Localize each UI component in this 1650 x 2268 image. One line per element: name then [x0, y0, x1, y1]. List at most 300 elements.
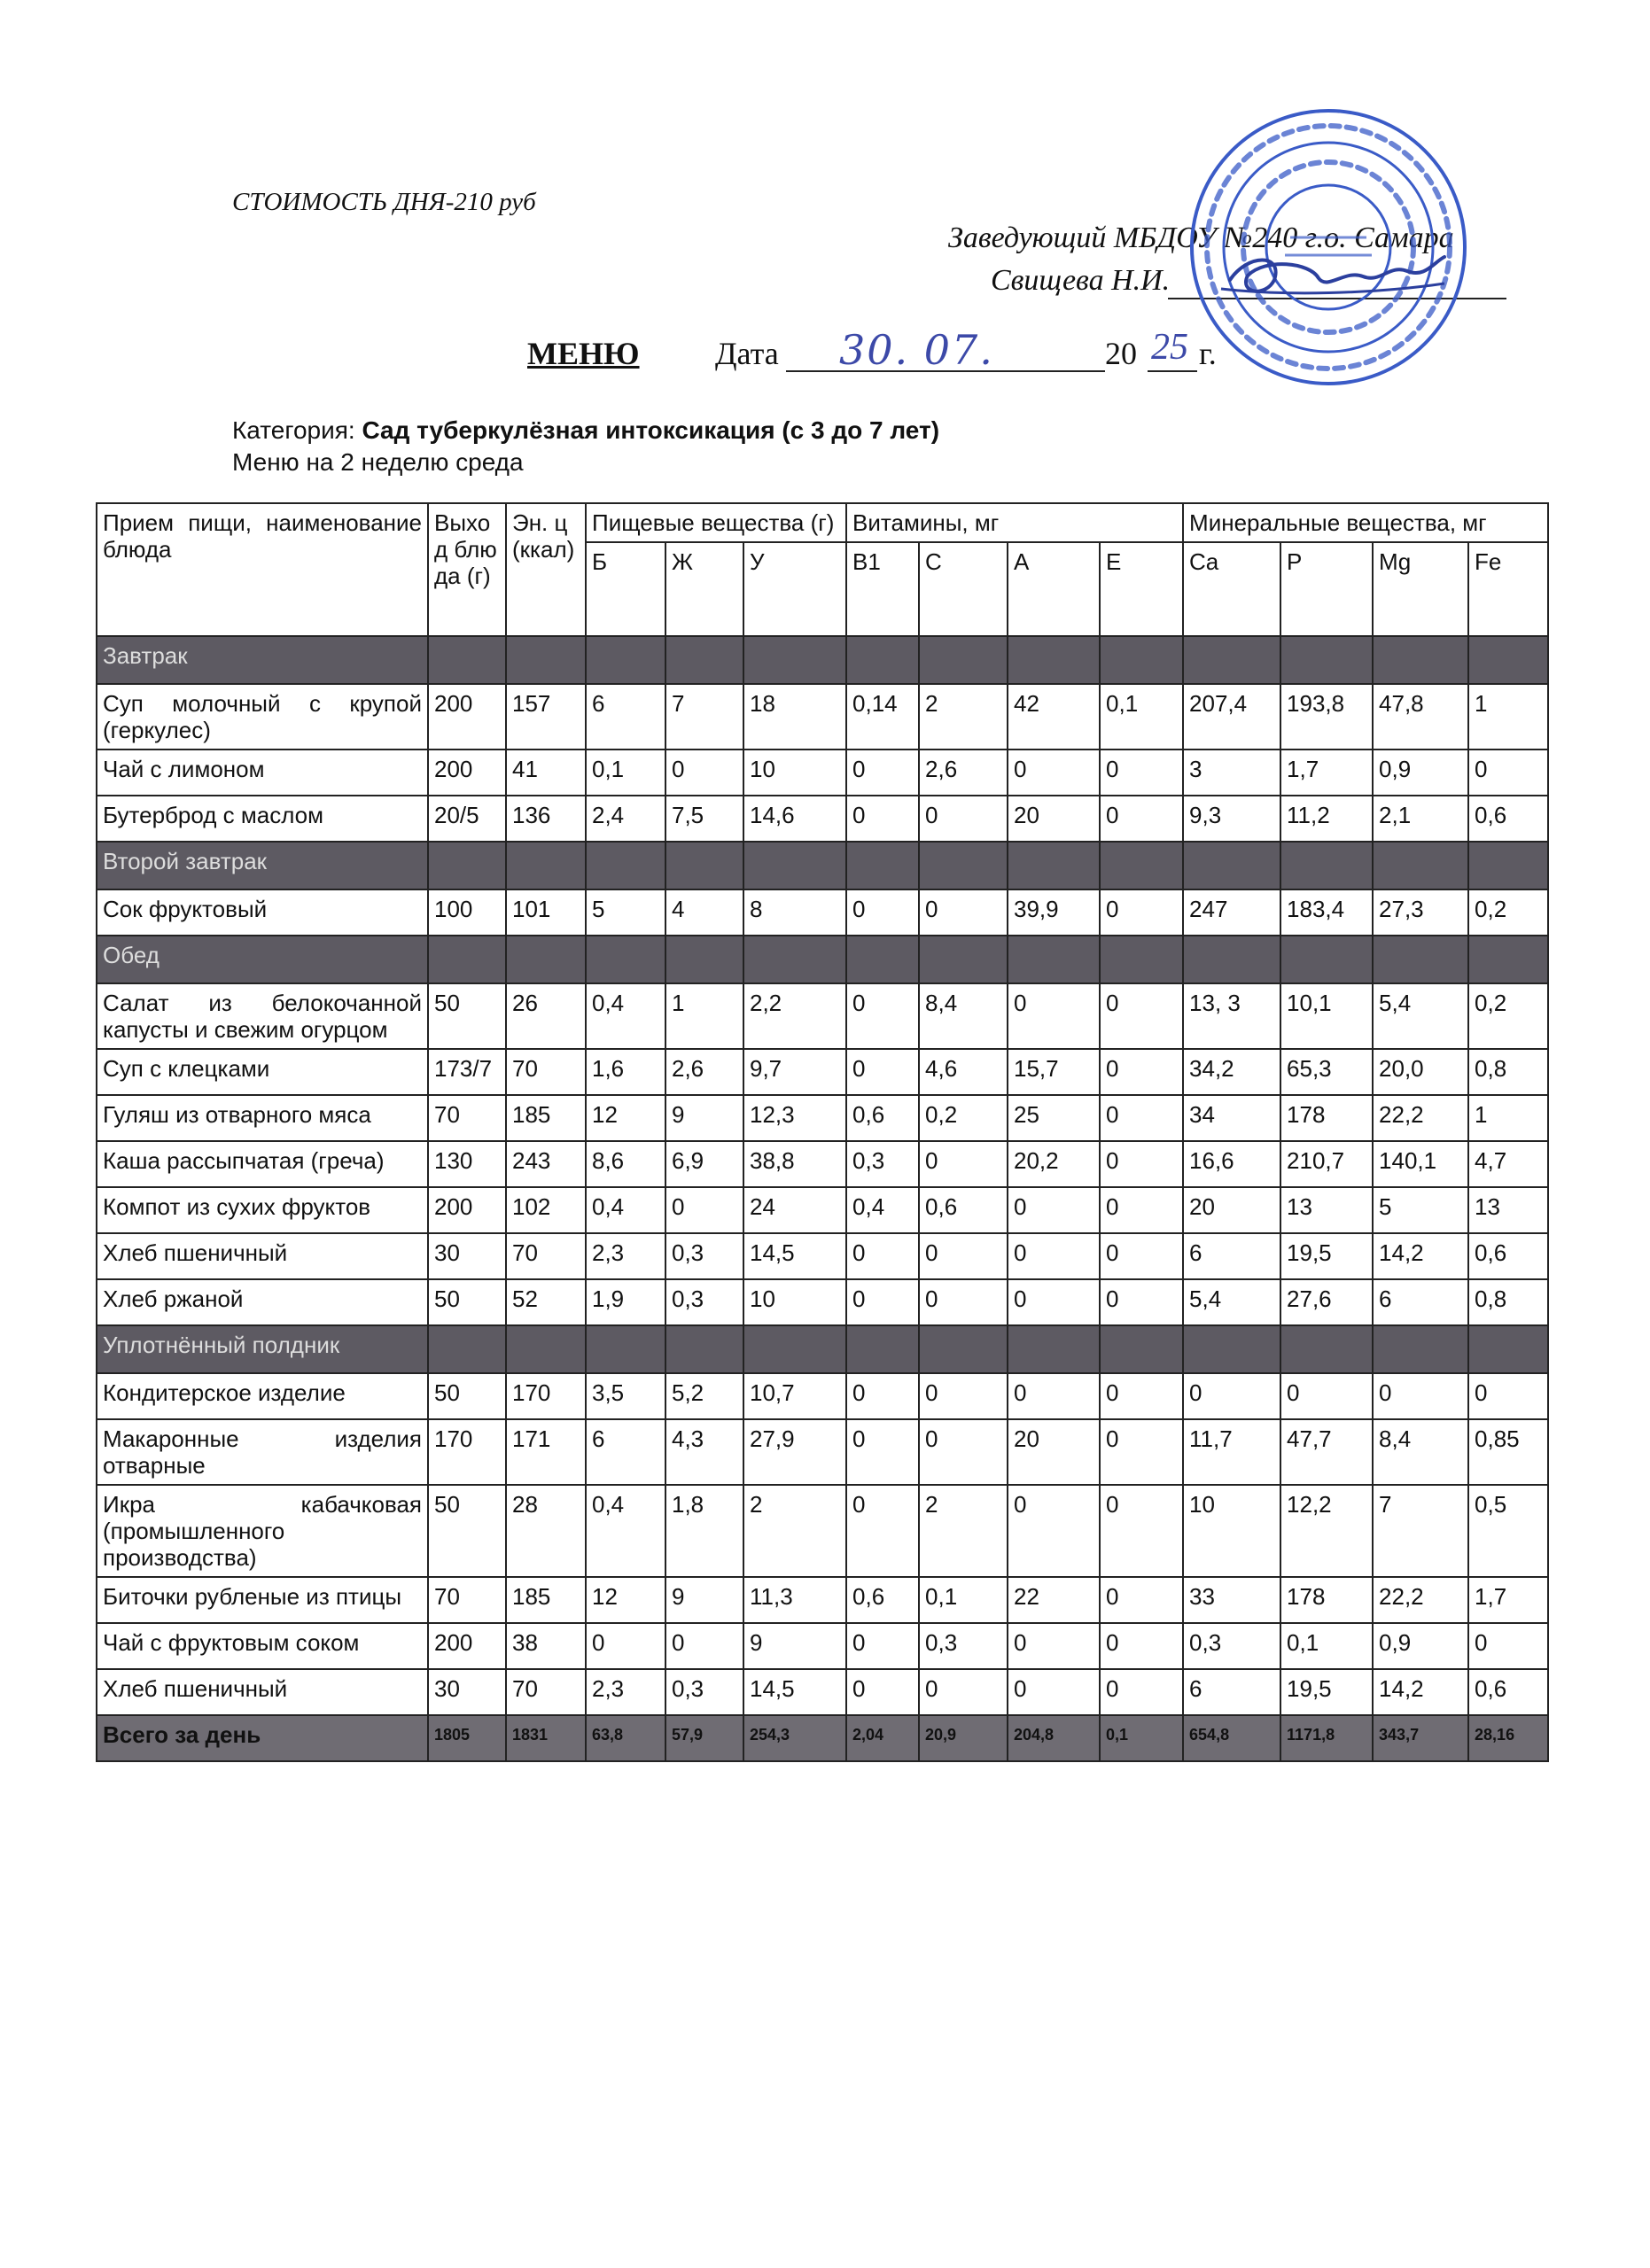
section-name: Завтрак: [97, 636, 428, 684]
value-cell: 33: [1183, 1577, 1280, 1623]
value-cell: 0,6: [846, 1095, 919, 1141]
value-cell: 0,3: [846, 1141, 919, 1187]
section-cell: [1280, 842, 1373, 889]
section-cell: [1008, 636, 1100, 684]
value-cell: 243: [506, 1141, 586, 1187]
subcol-1: Ж: [665, 542, 743, 636]
section-cell: [1468, 636, 1548, 684]
table-row: [97, 796, 1548, 842]
subcol-0: Б: [586, 542, 665, 636]
value-cell: 52: [506, 1279, 586, 1325]
dish-name: Бутерброд с маслом: [97, 796, 428, 842]
head-title: Заведующий МБДОУ №240 г.о. Самара: [948, 221, 1454, 254]
value-cell: 0: [1100, 1485, 1183, 1577]
value-cell: 20: [1008, 1419, 1100, 1485]
value-cell: 41: [506, 750, 586, 796]
value-cell: 0,4: [846, 1187, 919, 1233]
dish-name: Компот из сухих фруктов: [97, 1187, 428, 1233]
value-cell: 0,14: [846, 684, 919, 750]
value-cell: 28: [506, 1485, 586, 1577]
value-cell: 4,7: [1468, 1141, 1548, 1187]
value-cell: 12,3: [743, 1095, 846, 1141]
value-cell: 5: [586, 889, 665, 936]
dish-name: Чай с фруктовым соком: [97, 1623, 428, 1669]
section-cell: [1100, 636, 1183, 684]
value-cell: 178: [1280, 1577, 1373, 1623]
table-row: [97, 889, 1548, 936]
value-cell: 2,6: [919, 750, 1008, 796]
value-cell: 8: [743, 889, 846, 936]
value-cell: 20: [1183, 1187, 1280, 1233]
subcol-6: E: [1100, 542, 1183, 636]
value-cell: 0: [1373, 1373, 1468, 1419]
value-cell: 5,4: [1373, 983, 1468, 1049]
value-cell: 9: [665, 1095, 743, 1141]
section-cell: [506, 842, 586, 889]
section-name: Уплотнённый полдник: [97, 1325, 428, 1373]
value-cell: 20,0: [1373, 1049, 1468, 1095]
col-energy: Эн. ц (ккал): [506, 503, 586, 636]
value-cell: 0,8: [1468, 1279, 1548, 1325]
section-cell: [665, 842, 743, 889]
col-vitamins: Витамины, мг: [846, 503, 1183, 542]
section-cell: [1280, 636, 1373, 684]
value-cell: 130: [428, 1141, 506, 1187]
value-cell: 0,2: [1468, 983, 1548, 1049]
value-cell: 0: [1280, 1373, 1373, 1419]
value-cell: 0: [919, 889, 1008, 936]
dish-name: Макаронные изделия отварные: [97, 1419, 428, 1485]
value-cell: 0: [846, 796, 919, 842]
value-cell: 183,4: [1280, 889, 1373, 936]
value-cell: 0,1: [1280, 1623, 1373, 1669]
value-cell: 193,8: [1280, 684, 1373, 750]
value-cell: 8,4: [919, 983, 1008, 1049]
total-value: 1805: [428, 1715, 506, 1761]
category-label: Категория:: [232, 416, 362, 444]
value-cell: 16,6: [1183, 1141, 1280, 1187]
total-value: 63,8: [586, 1715, 665, 1761]
section-name: Обед: [97, 936, 428, 983]
dish-name: Икра кабачковая (промышленного производства): [97, 1485, 428, 1577]
value-cell: 0: [1100, 1279, 1183, 1325]
value-cell: 0: [919, 1141, 1008, 1187]
total-value: 28,16: [1468, 1715, 1548, 1761]
value-cell: 6: [1373, 1279, 1468, 1325]
value-cell: 4: [665, 889, 743, 936]
section-cell: [846, 1325, 919, 1373]
value-cell: 6: [586, 1419, 665, 1485]
value-cell: 2,3: [586, 1233, 665, 1279]
value-cell: 34: [1183, 1095, 1280, 1141]
value-cell: 185: [506, 1095, 586, 1141]
value-cell: 1,7: [1280, 750, 1373, 796]
value-cell: 0,4: [586, 1187, 665, 1233]
value-cell: 22: [1008, 1577, 1100, 1623]
value-cell: 157: [506, 684, 586, 750]
value-cell: 38,8: [743, 1141, 846, 1187]
value-cell: 20: [1008, 796, 1100, 842]
section-cell: [586, 1325, 665, 1373]
total-row: [97, 1715, 1548, 1761]
value-cell: 19,5: [1280, 1233, 1373, 1279]
total-value: 343,7: [1373, 1715, 1468, 1761]
value-cell: 0: [846, 889, 919, 936]
value-cell: 2,4: [586, 796, 665, 842]
subcol-4: C: [919, 542, 1008, 636]
total-value: 204,8: [1008, 1715, 1100, 1761]
value-cell: 14,2: [1373, 1233, 1468, 1279]
section-cell: [1183, 842, 1280, 889]
category-value: Сад туберкулёзная интоксикация (с 3 до 7 лет): [362, 416, 940, 444]
value-cell: 0: [1008, 750, 1100, 796]
value-cell: 0: [1100, 983, 1183, 1049]
value-cell: 0: [665, 750, 743, 796]
section-row: [97, 936, 1548, 983]
value-cell: 2,2: [743, 983, 846, 1049]
value-cell: 170: [506, 1373, 586, 1419]
value-cell: 0: [1100, 1233, 1183, 1279]
total-value: 57,9: [665, 1715, 743, 1761]
section-cell: [1008, 842, 1100, 889]
value-cell: 140,1: [1373, 1141, 1468, 1187]
value-cell: 0: [1100, 1095, 1183, 1141]
value-cell: 207,4: [1183, 684, 1280, 750]
value-cell: 0,3: [919, 1623, 1008, 1669]
value-cell: 5,2: [665, 1373, 743, 1419]
dish-name: Сок фруктовый: [97, 889, 428, 936]
total-value: 654,8: [1183, 1715, 1280, 1761]
section-cell: [919, 636, 1008, 684]
col-minerals: Минеральные вещества, мг: [1183, 503, 1548, 542]
value-cell: 0,9: [1373, 1623, 1468, 1669]
value-cell: 0: [1008, 1669, 1100, 1715]
subcol-3: B1: [846, 542, 919, 636]
value-cell: 0: [1008, 1373, 1100, 1419]
table-head: [97, 503, 1548, 636]
section-cell: [506, 636, 586, 684]
total-value: 1831: [506, 1715, 586, 1761]
value-cell: 0,2: [919, 1095, 1008, 1141]
value-cell: 2,6: [665, 1049, 743, 1095]
section-cell: [1468, 1325, 1548, 1373]
value-cell: 171: [506, 1419, 586, 1485]
dish-name: Биточки рубленые из птицы: [97, 1577, 428, 1623]
value-cell: 100: [428, 889, 506, 936]
value-cell: 18: [743, 684, 846, 750]
value-cell: 0: [1100, 750, 1183, 796]
value-cell: 0: [1100, 889, 1183, 936]
value-cell: 0: [1100, 796, 1183, 842]
value-cell: 13: [1280, 1187, 1373, 1233]
value-cell: 0,6: [1468, 1669, 1548, 1715]
value-cell: 26: [506, 983, 586, 1049]
value-cell: 8,4: [1373, 1419, 1468, 1485]
value-cell: 9: [743, 1623, 846, 1669]
total-value: 2,04: [846, 1715, 919, 1761]
value-cell: 0: [846, 1419, 919, 1485]
value-cell: 1: [665, 983, 743, 1049]
dish-name: Хлеб ржаной: [97, 1279, 428, 1325]
value-cell: 0,3: [665, 1233, 743, 1279]
subcol-9: Mg: [1373, 542, 1468, 636]
value-cell: 3,5: [586, 1373, 665, 1419]
dish-name: Гуляш из отварного мяса: [97, 1095, 428, 1141]
value-cell: 70: [506, 1669, 586, 1715]
value-cell: 0,6: [1468, 796, 1548, 842]
value-cell: 0: [1008, 983, 1100, 1049]
value-cell: 4,3: [665, 1419, 743, 1485]
dish-name: Хлеб пшеничный: [97, 1669, 428, 1715]
table-row: [97, 983, 1548, 1049]
value-cell: 0,85: [1468, 1419, 1548, 1485]
value-cell: 178: [1280, 1095, 1373, 1141]
value-cell: 70: [506, 1049, 586, 1095]
table-row: [97, 1373, 1548, 1419]
value-cell: 22,2: [1373, 1095, 1468, 1141]
date-handwritten: 30. 07.: [839, 326, 994, 374]
total-value: 1171,8: [1280, 1715, 1373, 1761]
value-cell: 1,8: [665, 1485, 743, 1577]
value-cell: 173/7: [428, 1049, 506, 1095]
value-cell: 14,2: [1373, 1669, 1468, 1715]
value-cell: 11,2: [1280, 796, 1373, 842]
table-row: [97, 1279, 1548, 1325]
value-cell: 0: [586, 1623, 665, 1669]
value-cell: 70: [506, 1233, 586, 1279]
section-cell: [919, 842, 1008, 889]
value-cell: 10: [1183, 1485, 1280, 1577]
section-cell: [1100, 936, 1183, 983]
value-cell: 0: [1468, 750, 1548, 796]
value-cell: 0: [1183, 1373, 1280, 1419]
value-cell: 20,2: [1008, 1141, 1100, 1187]
section-cell: [506, 1325, 586, 1373]
value-cell: 50: [428, 983, 506, 1049]
value-cell: 19,5: [1280, 1669, 1373, 1715]
value-cell: 5: [1373, 1187, 1468, 1233]
value-cell: 0: [1008, 1233, 1100, 1279]
value-cell: 11,3: [743, 1577, 846, 1623]
value-cell: 0,6: [919, 1187, 1008, 1233]
value-cell: 38: [506, 1623, 586, 1669]
value-cell: 0: [919, 796, 1008, 842]
value-cell: 170: [428, 1419, 506, 1485]
section-row: [97, 636, 1548, 684]
total-value: 20,9: [919, 1715, 1008, 1761]
section-cell: [586, 936, 665, 983]
value-cell: 0,1: [586, 750, 665, 796]
section-cell: [743, 842, 846, 889]
value-cell: 0: [846, 1049, 919, 1095]
value-cell: 0,5: [1468, 1485, 1548, 1577]
section-cell: [428, 1325, 506, 1373]
value-cell: 14,5: [743, 1233, 846, 1279]
value-cell: 6: [1183, 1669, 1280, 1715]
value-cell: 30: [428, 1233, 506, 1279]
value-cell: 0: [846, 1233, 919, 1279]
value-cell: 0: [1100, 1373, 1183, 1419]
section-row: [97, 1325, 1548, 1373]
value-cell: 20/5: [428, 796, 506, 842]
value-cell: 6,9: [665, 1141, 743, 1187]
col-nutrients: Пищевые вещества (г): [586, 503, 846, 542]
value-cell: 0: [846, 1279, 919, 1325]
value-cell: 0: [1008, 1279, 1100, 1325]
dish-name: Кондитерское изделие: [97, 1373, 428, 1419]
section-cell: [1008, 936, 1100, 983]
handwritten-signature: [1212, 245, 1452, 305]
value-cell: 0: [919, 1419, 1008, 1485]
value-cell: 0,9: [1373, 750, 1468, 796]
section-cell: [428, 936, 506, 983]
section-cell: [1183, 936, 1280, 983]
value-cell: 5,4: [1183, 1279, 1280, 1325]
value-cell: 0,3: [1183, 1623, 1280, 1669]
value-cell: 0,3: [665, 1669, 743, 1715]
value-cell: 6: [1183, 1233, 1280, 1279]
section-cell: [1008, 1325, 1100, 1373]
section-cell: [1373, 936, 1468, 983]
value-cell: 0: [1468, 1623, 1548, 1669]
section-cell: [919, 936, 1008, 983]
section-cell: [743, 636, 846, 684]
value-cell: 0: [1008, 1485, 1100, 1577]
value-cell: 0: [846, 1485, 919, 1577]
value-cell: 0,2: [1468, 889, 1548, 936]
value-cell: 27,3: [1373, 889, 1468, 936]
total-label: Всего за день: [97, 1715, 428, 1761]
value-cell: 6: [586, 684, 665, 750]
value-cell: 39,9: [1008, 889, 1100, 936]
value-cell: 0,6: [1468, 1233, 1548, 1279]
value-cell: 0: [1100, 1187, 1183, 1233]
subcol-10: Fe: [1468, 542, 1548, 636]
year-handwritten: 25: [1151, 327, 1188, 368]
value-cell: 14,6: [743, 796, 846, 842]
head-name: Свищева Н.И.: [991, 264, 1171, 297]
value-cell: 9,3: [1183, 796, 1280, 842]
table-row: [97, 1623, 1548, 1669]
value-cell: 101: [506, 889, 586, 936]
section-cell: [1100, 842, 1183, 889]
section-cell: [665, 636, 743, 684]
value-cell: 0: [1100, 1049, 1183, 1095]
value-cell: 0: [919, 1373, 1008, 1419]
value-cell: 0,3: [665, 1279, 743, 1325]
section-cell: [743, 936, 846, 983]
value-cell: 47,7: [1280, 1419, 1373, 1485]
total-value: 0,1: [1100, 1715, 1183, 1761]
section-cell: [506, 936, 586, 983]
table-row: [97, 1141, 1548, 1187]
value-cell: 0: [919, 1279, 1008, 1325]
value-cell: 1: [1468, 684, 1548, 750]
value-cell: 0: [846, 983, 919, 1049]
value-cell: 47,8: [1373, 684, 1468, 750]
section-cell: [1280, 936, 1373, 983]
section-name: Второй завтрак: [97, 842, 428, 889]
table-row: [97, 1187, 1548, 1233]
value-cell: 0: [665, 1623, 743, 1669]
subcol-2: У: [743, 542, 846, 636]
table-row: [97, 1485, 1548, 1577]
section-cell: [846, 936, 919, 983]
value-cell: 42: [1008, 684, 1100, 750]
value-cell: 70: [428, 1095, 506, 1141]
subcol-8: P: [1280, 542, 1373, 636]
value-cell: 9,7: [743, 1049, 846, 1095]
value-cell: 0: [846, 750, 919, 796]
value-cell: 2,1: [1373, 796, 1468, 842]
value-cell: 1,7: [1468, 1577, 1548, 1623]
section-cell: [1373, 636, 1468, 684]
value-cell: 8,6: [586, 1141, 665, 1187]
dish-name: Салат из белокочанной капусты и свежим огурцом: [97, 983, 428, 1049]
value-cell: 102: [506, 1187, 586, 1233]
year-suffix: г.: [1199, 336, 1217, 371]
value-cell: 0: [1008, 1187, 1100, 1233]
subcol-5: A: [1008, 542, 1100, 636]
value-cell: 7: [1373, 1485, 1468, 1577]
dish-name: Каша рассыпчатая (греча): [97, 1141, 428, 1187]
value-cell: 10,7: [743, 1373, 846, 1419]
table-row: [97, 1577, 1548, 1623]
value-cell: 13: [1468, 1187, 1548, 1233]
value-cell: 210,7: [1280, 1141, 1373, 1187]
table-row: [97, 684, 1548, 750]
value-cell: 1: [1468, 1095, 1548, 1141]
value-cell: 12,2: [1280, 1485, 1373, 1577]
table-row: [97, 1669, 1548, 1715]
value-cell: 136: [506, 796, 586, 842]
value-cell: 27,6: [1280, 1279, 1373, 1325]
value-cell: 3: [1183, 750, 1280, 796]
value-cell: 10: [743, 1279, 846, 1325]
value-cell: 7: [665, 684, 743, 750]
value-cell: 200: [428, 1623, 506, 1669]
value-cell: 0,4: [586, 1485, 665, 1577]
value-cell: 247: [1183, 889, 1280, 936]
value-cell: 0: [1100, 1141, 1183, 1187]
value-cell: 185: [506, 1577, 586, 1623]
value-cell: 2: [919, 684, 1008, 750]
section-cell: [1468, 842, 1548, 889]
dish-name: Суп с клецками: [97, 1049, 428, 1095]
value-cell: 27,9: [743, 1419, 846, 1485]
value-cell: 2,3: [586, 1669, 665, 1715]
section-cell: [1373, 1325, 1468, 1373]
value-cell: 0: [846, 1373, 919, 1419]
value-cell: 200: [428, 1187, 506, 1233]
section-cell: [1183, 1325, 1280, 1373]
section-cell: [846, 842, 919, 889]
value-cell: 200: [428, 750, 506, 796]
menu-title: МЕНЮ: [527, 336, 640, 371]
value-cell: 0: [1100, 1577, 1183, 1623]
value-cell: 0: [846, 1669, 919, 1715]
value-cell: 0: [1100, 1669, 1183, 1715]
value-cell: 0: [665, 1187, 743, 1233]
value-cell: 0,1: [1100, 684, 1183, 750]
dish-name: Чай с лимоном: [97, 750, 428, 796]
week-line: Меню на 2 неделю среда: [232, 448, 524, 476]
value-cell: 22,2: [1373, 1577, 1468, 1623]
value-cell: 50: [428, 1279, 506, 1325]
value-cell: 0: [1468, 1373, 1548, 1419]
value-cell: 0,1: [919, 1577, 1008, 1623]
section-cell: [1280, 1325, 1373, 1373]
